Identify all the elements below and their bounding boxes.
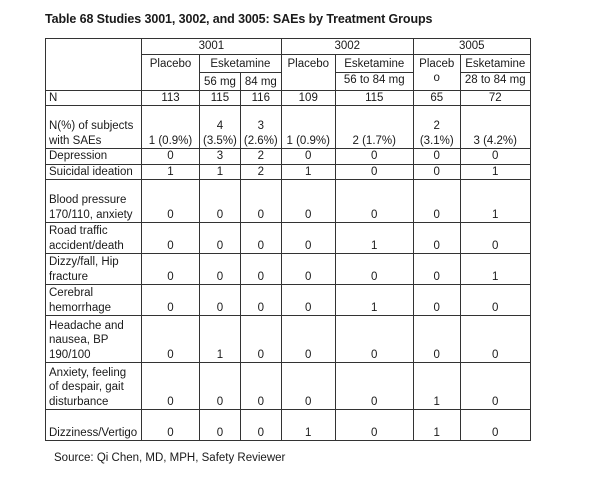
table-cell: 0 (460, 410, 530, 441)
table-cell: 0 (200, 363, 241, 410)
row-label: Dizzy/fall, Hip fracture (46, 254, 142, 285)
table-cell: 0 (240, 285, 281, 316)
study-3002-header: 3002 (281, 39, 413, 55)
table-cell: 1 (200, 316, 241, 363)
sae-table (45, 38, 531, 441)
table-cell: 1 (413, 410, 460, 441)
table-cell: 0 (335, 149, 413, 165)
arm-3001-esketamine: Esketamine (200, 54, 282, 72)
table-cell: 1 (0.9%) (281, 106, 335, 149)
table-cell: 72 (460, 90, 530, 106)
table-cell: 0 (335, 254, 413, 285)
table-cell: 0 (281, 363, 335, 410)
table-cell: 0 (460, 316, 530, 363)
table-cell: 0 (200, 254, 241, 285)
table-title: Table 68 Studies 3001, 3002, and 3005: SAEs by Treatment Groups (45, 12, 433, 26)
table-cell: 3 (4.2%) (460, 106, 530, 149)
table-cell: 3 (200, 149, 241, 165)
table-cell: 0 (335, 164, 413, 180)
table-cell: 0 (281, 254, 335, 285)
table-cell: 0 (335, 363, 413, 410)
table-row (46, 149, 531, 165)
table-cell: 0 (200, 285, 241, 316)
table-cell: 0 (413, 180, 460, 223)
table-cell: 0 (335, 180, 413, 223)
table-cell: 0 (335, 316, 413, 363)
table-row (46, 254, 531, 285)
table-cell: 0 (240, 180, 281, 223)
arm-3002-esketamine: Esketamine (335, 54, 413, 72)
table-cell: 0 (142, 363, 200, 410)
table-cell: 1 (0.9%) (142, 106, 200, 149)
table-cell: 0 (281, 285, 335, 316)
header-row-studies (46, 39, 531, 55)
table-cell: 1 (460, 180, 530, 223)
table-cell: 113 (142, 90, 200, 106)
table-row (46, 363, 531, 410)
arm-3005-placebo: Placeb o (413, 54, 460, 90)
study-3005-header: 3005 (413, 39, 530, 55)
table-cell: 1 (460, 164, 530, 180)
table-cell: 0 (281, 180, 335, 223)
table-row (46, 285, 531, 316)
source-note: Source: Qi Chen, MD, MPH, Safety Reviewer (54, 452, 286, 464)
table-cell: 0 (200, 223, 241, 254)
table-cell: 1 (335, 223, 413, 254)
table-cell: 0 (142, 254, 200, 285)
table-cell: 0 (413, 254, 460, 285)
table-cell: 0 (413, 285, 460, 316)
table-cell: 0 (142, 285, 200, 316)
table-cell: 65 (413, 90, 460, 106)
row-label: Dizziness/Vertigo (46, 410, 142, 441)
table-row (46, 164, 531, 180)
table-cell: 0 (281, 316, 335, 363)
table-cell: 0 (240, 363, 281, 410)
table-cell: 1 (413, 363, 460, 410)
table-cell: 2 (1.7%) (335, 106, 413, 149)
table-cell: 1 (142, 164, 200, 180)
dose-3002-range: 56 to 84 mg (335, 72, 413, 90)
study-3001-header: 3001 (142, 39, 282, 55)
table-cell: 0 (460, 285, 530, 316)
table-cell: 0 (142, 180, 200, 223)
table-cell: 0 (142, 149, 200, 165)
table-cell: 0 (240, 254, 281, 285)
table-cell: 1 (281, 410, 335, 441)
table-cell: 0 (460, 223, 530, 254)
table-cell: 0 (142, 316, 200, 363)
table-cell: 0 (413, 316, 460, 363)
table-cell: 116 (240, 90, 281, 106)
table-cell: 0 (240, 410, 281, 441)
table-row (46, 410, 531, 441)
table-cell: 0 (460, 363, 530, 410)
table-row (46, 180, 531, 223)
row-label: Suicidal ideation (46, 164, 142, 180)
header-corner-cell (46, 39, 142, 91)
dose-3005-range: 28 to 84 mg (460, 72, 530, 90)
table-cell: 0 (413, 149, 460, 165)
table-cell: 109 (281, 90, 335, 106)
table-row (46, 90, 531, 106)
row-label: N(%) of subjects with SAEs (46, 106, 142, 149)
row-label: Anxiety, feeling of despair, gait disturbance (46, 363, 142, 410)
table-cell: 0 (200, 180, 241, 223)
table-cell: 0 (142, 223, 200, 254)
table-cell: 1 (460, 254, 530, 285)
arm-3001-placebo: Placebo (142, 54, 200, 90)
row-label: Blood pressure 170/110, anxiety (46, 180, 142, 223)
table-cell: 0 (240, 223, 281, 254)
table-cell: 1 (281, 164, 335, 180)
table-cell: 0 (240, 316, 281, 363)
table-cell: 3 (2.6%) (240, 106, 281, 149)
row-label: N (46, 90, 142, 106)
table-cell: 0 (281, 149, 335, 165)
table-cell: 0 (460, 149, 530, 165)
table-row (46, 316, 531, 363)
table-cell: 0 (200, 410, 241, 441)
table-cell: 0 (142, 410, 200, 441)
table-cell: 2 (240, 164, 281, 180)
table-cell: 4 (3.5%) (200, 106, 241, 149)
arm-3002-placebo: Placebo (281, 54, 335, 90)
dose-3001-84mg: 84 mg (240, 72, 281, 90)
table-cell: 1 (335, 285, 413, 316)
table-row (46, 223, 531, 254)
table-cell: 2 (240, 149, 281, 165)
arm-3005-esketamine: Esketamine (460, 54, 530, 72)
row-label: Headache and nausea, BP 190/100 (46, 316, 142, 363)
row-label: Cerebral hemorrhage (46, 285, 142, 316)
row-label: Road traffic accident/death (46, 223, 142, 254)
row-label: Depression (46, 149, 142, 165)
dose-3001-56mg: 56 mg (200, 72, 241, 90)
table-cell: 115 (335, 90, 413, 106)
table-cell: 1 (200, 164, 241, 180)
table-cell: 0 (413, 223, 460, 254)
table-cell: 0 (281, 223, 335, 254)
table-cell: 0 (413, 164, 460, 180)
sae-table-body (46, 90, 531, 441)
table-row (46, 106, 531, 149)
table-cell: 2 (3.1%) (413, 106, 460, 149)
table-cell: 0 (335, 410, 413, 441)
table-cell: 115 (200, 90, 241, 106)
